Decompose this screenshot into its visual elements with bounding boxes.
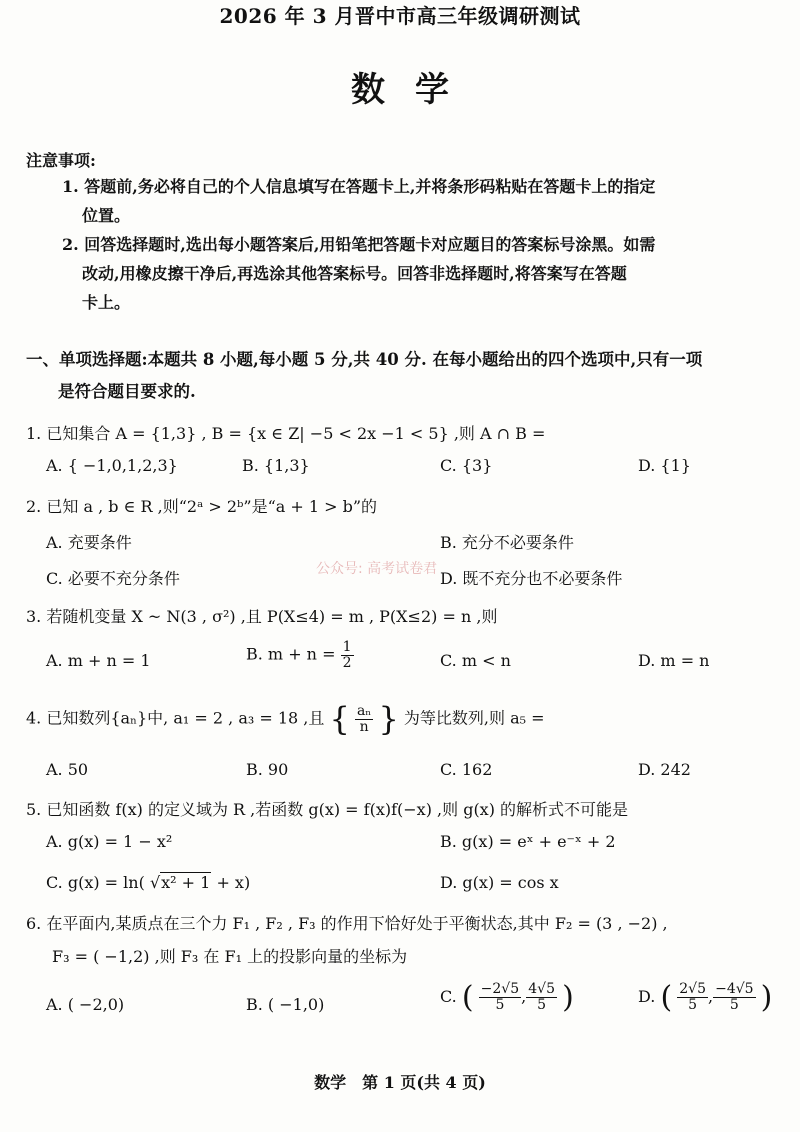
q6-d-right-paren: ) bbox=[760, 980, 773, 1015]
q4-stem-post: 为等比数列,则 a₅ = bbox=[403, 708, 545, 728]
section-1-heading-cont: 是符合题目要求的. bbox=[58, 382, 196, 401]
q6-c-left-paren: ( bbox=[461, 980, 474, 1015]
q6-d-left-paren: ( bbox=[660, 980, 673, 1015]
q3-option-b-fraction bbox=[341, 640, 354, 670]
q4-option-b: B. 90 bbox=[246, 760, 289, 779]
section-1-heading: 一、单项选择题:本题共 8 小题,每小题 5 分,共 40 分. 在每小题给出的四个选项中,只有一项 bbox=[26, 350, 703, 369]
q5-option-c-radicand: x² + 1 bbox=[161, 873, 211, 892]
q6-option-c bbox=[440, 980, 574, 1015]
question-5-stem: 5. 已知函数 f(x) 的定义域为 R ,若函数 g(x) = f(x)f(−x) ,则 g(x) 的解析式不可能是 bbox=[26, 800, 629, 819]
exam-title: 2026 年 3 月晋中市高三年级调研测试 bbox=[219, 4, 581, 28]
q6-option-d bbox=[638, 980, 772, 1015]
q6-option-c-label: C. bbox=[440, 987, 457, 1006]
notice-heading: 注意事项: bbox=[26, 151, 96, 170]
q3-option-d: D. m = n bbox=[638, 651, 710, 670]
subject-title: 数学 bbox=[351, 70, 479, 110]
notice-item-2-line-3: 卡上。 bbox=[82, 293, 131, 312]
q4-option-a: A. 50 bbox=[46, 760, 89, 779]
q6-c-right-paren: ) bbox=[562, 980, 574, 1015]
q6-option-b: B. ( −1,0) bbox=[246, 995, 325, 1014]
watermark-text: 公众号: 高考试卷君 bbox=[316, 561, 438, 577]
notice-item-2-line-2: 改动,用橡皮擦干净后,再选涂其他答案标号。回答非选择题时,将答案写在答题 bbox=[82, 264, 627, 283]
notice-item-2-line-1: 2. 回答选择题时,选出每小题答案后,用铅笔把答题卡对应题目的答案标号涂黑。如需 bbox=[62, 235, 656, 254]
notice-item-1-line-2: 位置。 bbox=[82, 206, 131, 225]
q6-c-frac-1-den: 5 bbox=[495, 997, 505, 1013]
q4-frac-num: aₙ bbox=[356, 702, 372, 719]
q4-stem-pre: 4. 已知数列{aₙ}中, a₁ = 2 , a₃ = 18 ,且 bbox=[26, 708, 325, 728]
q1-option-a: A. { −1,0,1,2,3} bbox=[46, 456, 178, 475]
q4-right-brace: } bbox=[378, 700, 399, 738]
question-4-stem bbox=[26, 700, 545, 738]
comma: , bbox=[708, 987, 714, 1006]
page-footer: 数学 第 1 页(共 4 页) bbox=[314, 1073, 486, 1092]
q2-option-d: D. 既不充分也不必要条件 bbox=[440, 569, 623, 588]
question-6-stem-line-1: 6. 在平面内,某质点在三个力 F₁ , F₂ , F₃ 的作用下恰好处于平衡状态,其中 F₂ = (3 , −2) , bbox=[26, 914, 668, 933]
q4-option-c: C. 162 bbox=[440, 760, 493, 779]
q2-option-b: B. 充分不必要条件 bbox=[440, 533, 574, 552]
comma: , bbox=[521, 987, 527, 1006]
q3-option-b bbox=[246, 640, 354, 670]
q4-frac-den: n bbox=[359, 718, 369, 735]
q1-option-d: D. {1} bbox=[638, 456, 691, 475]
q6-c-frac-2-num: 4√5 bbox=[528, 981, 555, 998]
q6-c-frac-2 bbox=[526, 982, 557, 1012]
q4-fraction bbox=[355, 704, 373, 734]
q5-option-d: D. g(x) = cos x bbox=[440, 873, 559, 892]
q3-option-c: C. m < n bbox=[440, 651, 511, 670]
q1-option-c: C. {3} bbox=[440, 456, 493, 475]
q3-frac-den: 2 bbox=[342, 654, 352, 671]
q5-option-c-text: C. g(x) = ln( bbox=[46, 873, 145, 892]
q2-option-a: A. 充要条件 bbox=[46, 533, 132, 552]
q1-option-b: B. {1,3} bbox=[242, 456, 310, 475]
q6-d-frac-1-den: 5 bbox=[688, 997, 698, 1013]
q5-option-b: B. g(x) = eˣ + e⁻ˣ + 2 bbox=[440, 832, 616, 851]
question-6-stem-line-2: F₃ = ( −1,2) ,则 F₃ 在 F₁ 上的投影向量的坐标为 bbox=[52, 947, 408, 966]
q6-option-d-label: D. bbox=[638, 987, 656, 1006]
question-2-stem: 2. 已知 a , b ∈ R ,则“2ᵃ > 2ᵇ”是“a + 1 > b”的 bbox=[26, 497, 378, 516]
q2-option-c: C. 必要不充分条件 bbox=[46, 569, 180, 588]
q6-d-frac-1 bbox=[677, 982, 708, 1012]
q4-left-brace: { bbox=[329, 700, 350, 738]
q6-d-frac-2 bbox=[713, 982, 755, 1012]
sqrt-symbol: √ bbox=[149, 873, 161, 892]
q6-d-frac-1-num: 2√5 bbox=[679, 981, 706, 998]
q4-option-d: D. 242 bbox=[638, 760, 691, 779]
q6-c-frac-1 bbox=[479, 982, 521, 1012]
q5-option-c bbox=[46, 873, 250, 892]
q6-d-frac-2-den: 5 bbox=[729, 997, 739, 1013]
q3-option-a: A. m + n = 1 bbox=[46, 651, 151, 670]
notice-item-1-line-1: 1. 答题前,务必将自己的个人信息填写在答题卡上,并将条形码粘贴在答题卡上的指定 bbox=[62, 177, 656, 196]
question-1-stem: 1. 已知集合 A = {1,3} , B = {x ∈ Z| −5 < 2x −1 < 5} ,则 A ∩ B = bbox=[26, 424, 546, 443]
question-3-stem: 3. 若随机变量 X ~ N(3 , σ²) ,且 P(X≤4) = m , P(X≤2) = n ,则 bbox=[26, 607, 498, 626]
q6-c-frac-2-den: 5 bbox=[537, 997, 547, 1013]
q5-option-c-tail: + x) bbox=[216, 873, 251, 892]
q3-frac-num: 1 bbox=[342, 639, 352, 655]
q6-option-a: A. ( −2,0) bbox=[46, 995, 125, 1014]
q5-option-a: A. g(x) = 1 − x² bbox=[46, 832, 173, 851]
q3-option-b-text: B. m + n = bbox=[246, 644, 336, 664]
q6-d-frac-2-num: −4√5 bbox=[715, 981, 754, 998]
q6-c-frac-1-num: −2√5 bbox=[480, 981, 520, 998]
